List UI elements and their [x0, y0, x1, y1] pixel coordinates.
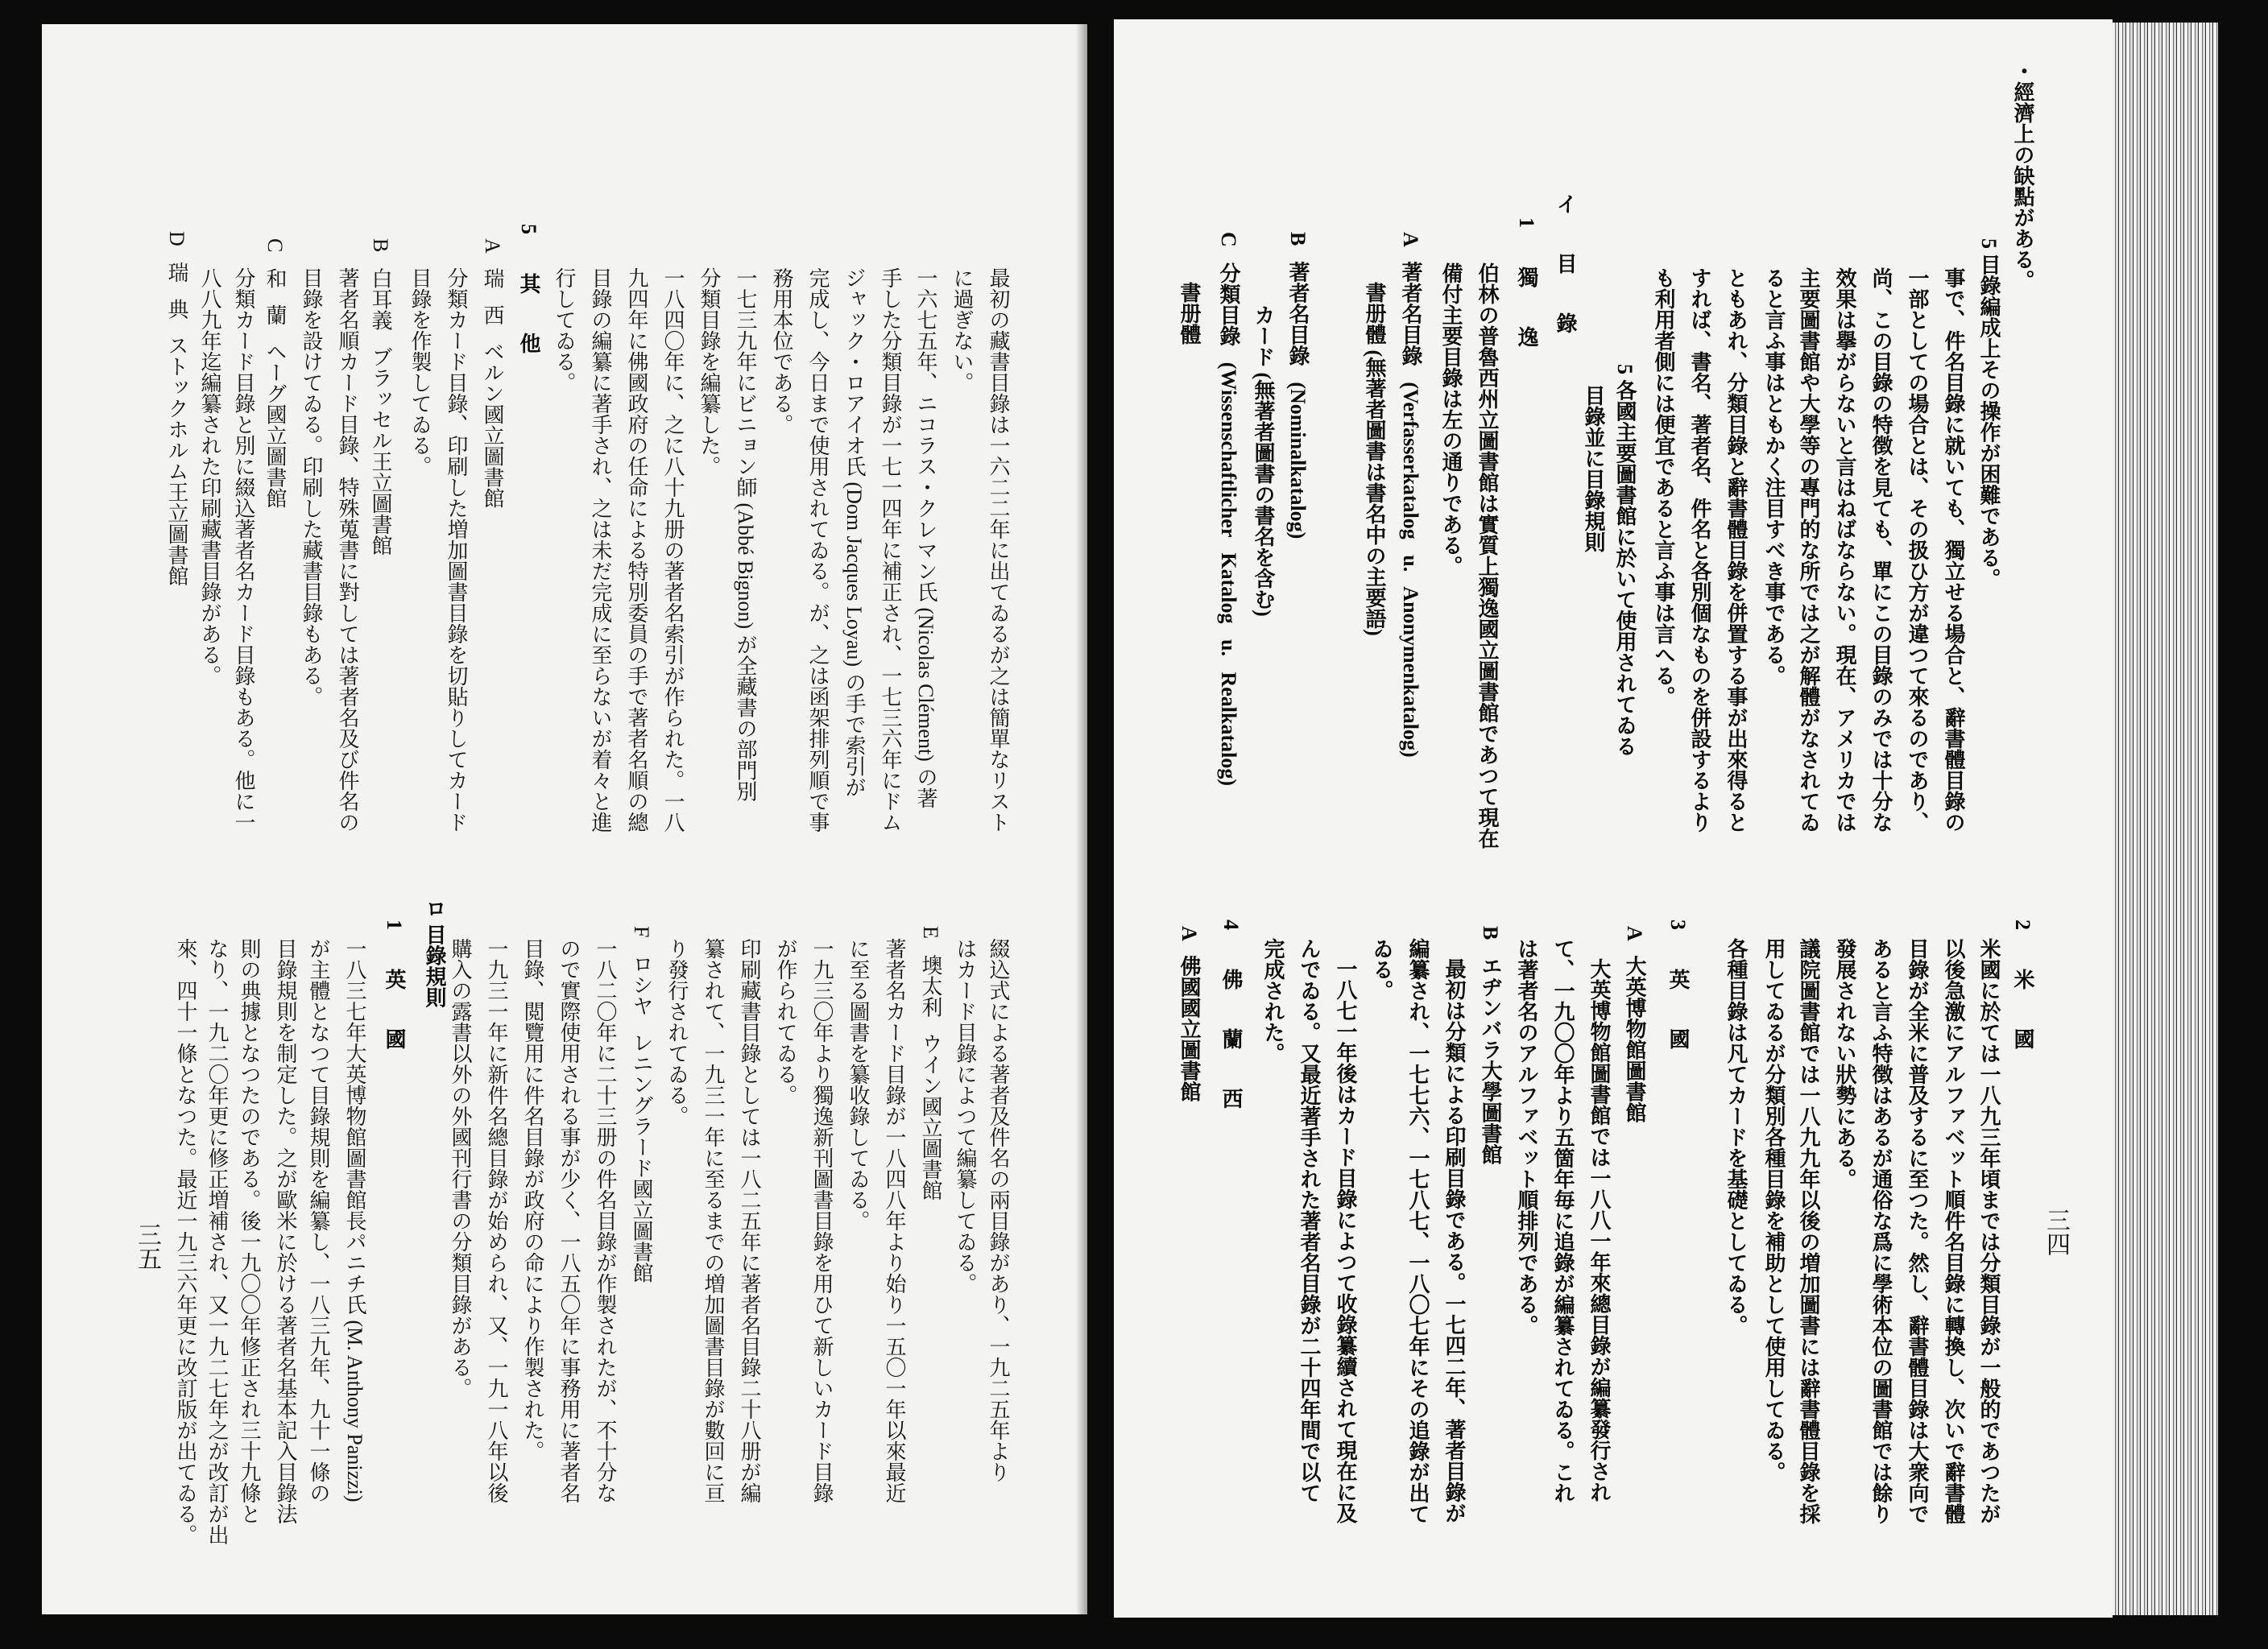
country-heading: 2 米 國	[2011, 920, 2034, 1050]
text-line: ・經濟上の缺點がある。	[2011, 60, 2034, 291]
text-line: 一八二〇年に二十三册の件名目錄が作製されたが、不十分な	[594, 938, 617, 1503]
section-heading: ロ 目錄規則	[423, 898, 446, 1008]
text-line: 5 目錄編成上その操作が困難である。	[1977, 238, 2001, 589]
text-line: 事で、件名目錄に就いても、獨立せる場合と、辭書體目錄の	[1942, 267, 1965, 833]
text-line: 一九三〇年より獨逸新刊圖書目錄を用ひて新しいカード目錄	[810, 938, 834, 1503]
text-line: 一八七一年後はカード目錄によつて收錄纂續されて現在に及	[1334, 958, 1357, 1523]
text-line: 分類目錄を編纂した。	[697, 267, 721, 477]
text-line: ともあれ、分類目錄と辭書體目錄を併置する事が出來得ると	[1724, 267, 1748, 833]
section-heading: イ 目 錄	[1554, 193, 1577, 334]
text-line: は著者名のアルファベット順排列である。	[1515, 938, 1538, 1336]
item-heading: A 佛國國立圖書館	[1177, 926, 1201, 1102]
text-line: 一部としての場合とは、その扱ひ方が違つて來るのであり、	[1906, 267, 1929, 833]
text-line: 務用本位である。	[770, 267, 793, 435]
text-line: 印刷藏書目錄としては一八二五年に著者名目錄二十八册が編	[738, 938, 761, 1503]
text-line: 書册體	[1177, 282, 1201, 345]
text-line: 一七三九年にビニョン師 (Abbé Bignon) が全藏書の部門別	[734, 267, 757, 802]
text-line: なり、一九二〇年更に修正増補され、又一九二七年之が改訂が出	[205, 938, 229, 1545]
country-heading: 4 佛 蘭 西	[1219, 920, 1243, 1110]
text-line: 編纂され、一七七六、一七八七、一八〇七年にその追錄が出て	[1406, 938, 1430, 1524]
text-line: 尚、この目錄の特徴を見ても、單にこの目錄のみでは十分な	[1869, 267, 1893, 833]
text-line: 則の典據となつたのである。後一九〇〇年修正され三十九條と	[238, 938, 261, 1524]
text-line: はカード目錄によつて編纂してゐる。	[954, 938, 977, 1294]
text-line: り發行されてゐる。	[665, 938, 689, 1126]
text-line: あると言ふ特徴はあるが通俗な爲に學術本位の圖書館では餘り	[1869, 938, 1893, 1524]
item-heading: E 墺太利 ウイン國立圖書館	[919, 926, 942, 1201]
page-number: 三五	[133, 1222, 161, 1271]
text-line: 議院圖書館では一八九九年以後の増加圖書には辭書體目錄を採	[1797, 938, 1820, 1524]
text-line: て、一九〇〇年より五箇年毎に追錄が編纂されてゐる。これ	[1551, 938, 1575, 1503]
section-heading: 5 各國主要圖書館に於いて使用されてゐる	[1613, 364, 1637, 757]
text-line: 最初の藏書目錄は一六二二年に出てゐるが之は簡單なリスト	[987, 267, 1010, 833]
text-line: ジャック・ロアイオ氏 (Dom Jacques Loyau) の手で索引が	[842, 267, 866, 798]
text-line: 綴込式による著者及件名の兩目錄があり、一九二五年より	[987, 938, 1010, 1482]
text-line: 用してゐるが分類別各種目錄を補助として使用してゐる。	[1762, 938, 1786, 1482]
text-line: 效果は擧がらないと言はねばならない。現在、アメリカでは	[1833, 267, 1856, 833]
item-heading: B 白耳義 ブラッセル王立圖書館	[369, 238, 392, 556]
text-line: 目錄を作製してゐる。	[408, 267, 432, 477]
page-edge-stack	[2112, 23, 2218, 1615]
text-line: 一六七五年、ニコラス・クレマン氏 (Nicolas Clément) の著	[914, 267, 937, 809]
text-line: 一八四〇年に、之に八十九册の著者名索引が作られた。一八	[661, 267, 685, 833]
text-line: 備付主要目錄は左の通りである。	[1439, 262, 1463, 577]
text-line: 購入の露書以外の外國刊行書の分類目錄がある。	[449, 938, 472, 1399]
text-line: カード (無著者圖書の書名を含む)	[1252, 304, 1275, 617]
text-line: んでゐる。又最近著手された著者名目錄が二十四年間で以て	[1297, 938, 1321, 1503]
text-line: が主體となつて目錄規則を編纂し、一八三九年、九十一條の	[307, 938, 330, 1503]
text-line: 行してゐる。	[553, 267, 576, 393]
text-line: すれば、書名、著者名、件名と各別個なものを併設するより	[1688, 267, 1711, 833]
text-line: 九四年に佛國政府の任命による特別委員の手で著者名順の總	[625, 267, 648, 833]
item-heading: A 瑞 西 ベルン國立圖書館	[481, 238, 504, 509]
text-line: に至る圖書を纂收錄してゐる。	[846, 938, 870, 1231]
text-line: 大英博物館圖書館では一八八一年來總目錄が編纂發行され	[1587, 958, 1611, 1502]
gutter-shadow	[1076, 24, 1087, 1614]
item-heading: F ロシヤ レニングラード國立圖書館	[630, 926, 653, 1283]
text-line: ると言ふ事はともかく注目すべき事である。	[1762, 267, 1786, 686]
item-heading: A 著者名目錄 (Verfasserkatalog u. Anonymenkatalog)	[1399, 232, 1422, 758]
text-line: 一八三七年大英博物館圖書館長パニチ氏 (M. Anthony Panizzi)	[343, 938, 366, 1502]
text-line: 完成し、今日まで使用されてゐる。が、之は函架排列順で事	[806, 267, 830, 833]
text-line: 目錄の編纂に著手され、之は未だ完成に至らないが着々と進	[589, 267, 612, 833]
page-number: 三四	[2042, 1208, 2070, 1256]
text-line: が作られてゐる。	[774, 938, 797, 1106]
text-line: 發展されない狀勢にある。	[1833, 938, 1856, 1189]
text-line: 以後急激にアルファベット順件名目錄に轉換し、次いで辭書體	[1942, 938, 1965, 1524]
text-line: 最初は分類による印刷目錄である。一七四二年、著者目錄が	[1442, 958, 1466, 1523]
text-line: ので實際使用される事が少く、一八五〇年に事務用に著者名	[557, 938, 581, 1503]
text-line: 目錄が全米に普及するに至つた。然し、辭書體目錄は大衆向で	[1906, 938, 1929, 1524]
text-line: ゐる。	[1370, 938, 1393, 1001]
item-heading: B エヂンバラ大學圖書館	[1479, 926, 1502, 1165]
section-heading: 目錄並に目錄規則	[1582, 385, 1605, 552]
item-heading: C 和 蘭 ヘーグ國立圖書館	[263, 238, 287, 509]
text-line: 書册體 (無著者圖書は書名中の主要語)	[1363, 282, 1386, 636]
country-heading: 3 英 國	[1666, 920, 1690, 1050]
text-line: 米國に於ては一八九三年頃までは分類目錄が一般的であつたが	[1977, 938, 2001, 1524]
text-line: 目錄、閲覽用に件名目錄が政府の命により作製された。	[521, 938, 544, 1461]
item-heading: C 分類目錄 (Wissenschaftlicher Katalog u. Realkatalog)	[1217, 232, 1240, 787]
text-line: 一九三一年に新件名總目錄が始められ、又、一九一八年以後	[485, 938, 508, 1503]
text-line: 來、四十一條となつた。最近一九三六年更に改訂版が出てゐる。	[174, 938, 197, 1545]
text-line: 各種目錄は凡てカードを基礎としてゐる。	[1724, 938, 1748, 1336]
item-heading: D 瑞 典 ストックホルム王立圖書館	[165, 231, 188, 587]
text-line: 著者名順カード目錄、特殊蒐書に對しては著者名及び件名の	[336, 267, 359, 833]
text-line: 手した分類目錄が一七一四年に補正され、一七三六年にドム	[879, 267, 902, 833]
text-line: 纂されて、一九三一年に至るまでの増加圖書目錄が數回に亘	[702, 938, 725, 1503]
country-heading: 1 獨 逸	[1515, 217, 1538, 348]
country-heading: 1 英 國	[383, 920, 406, 1050]
text-line: 目錄を設けてゐる。印刷した藏書目錄もある。	[300, 267, 323, 707]
text-line: 目錄規則を制定した。之が歐米に於ける著者名基本記入目錄法	[274, 938, 297, 1524]
text-line: 分類カード目錄、印刷した増加圖書目錄を切貼りしてカード	[445, 267, 468, 833]
item-heading: A 大英博物館圖書館	[1623, 926, 1646, 1123]
text-line: も利用者側には便宜であると言ふ事は言へる。	[1652, 267, 1675, 707]
text-line: 分類カード目錄と別に綴込著者名カード目錄もある。他に一	[232, 267, 255, 833]
text-line: 伯林の普魯西州立圖書館は實質上獨逸國立圖書館であつて現在	[1475, 262, 1499, 849]
country-heading: 5 其 他	[517, 224, 540, 354]
text-line: 主要圖書館や大學等の專門的な所では之が解體がなされてゐ	[1797, 267, 1820, 833]
text-line: 完成された。	[1261, 938, 1285, 1064]
text-line: に過ぎない。	[950, 267, 974, 393]
text-line: 著者名カード目錄が一八四八年より始り一五〇一年以來最近	[883, 938, 906, 1503]
item-heading: B 著者名目錄 (Nominalkatalog)	[1286, 232, 1310, 539]
text-line: 八八九年迄編纂された印刷藏書目錄がある。	[198, 267, 221, 686]
